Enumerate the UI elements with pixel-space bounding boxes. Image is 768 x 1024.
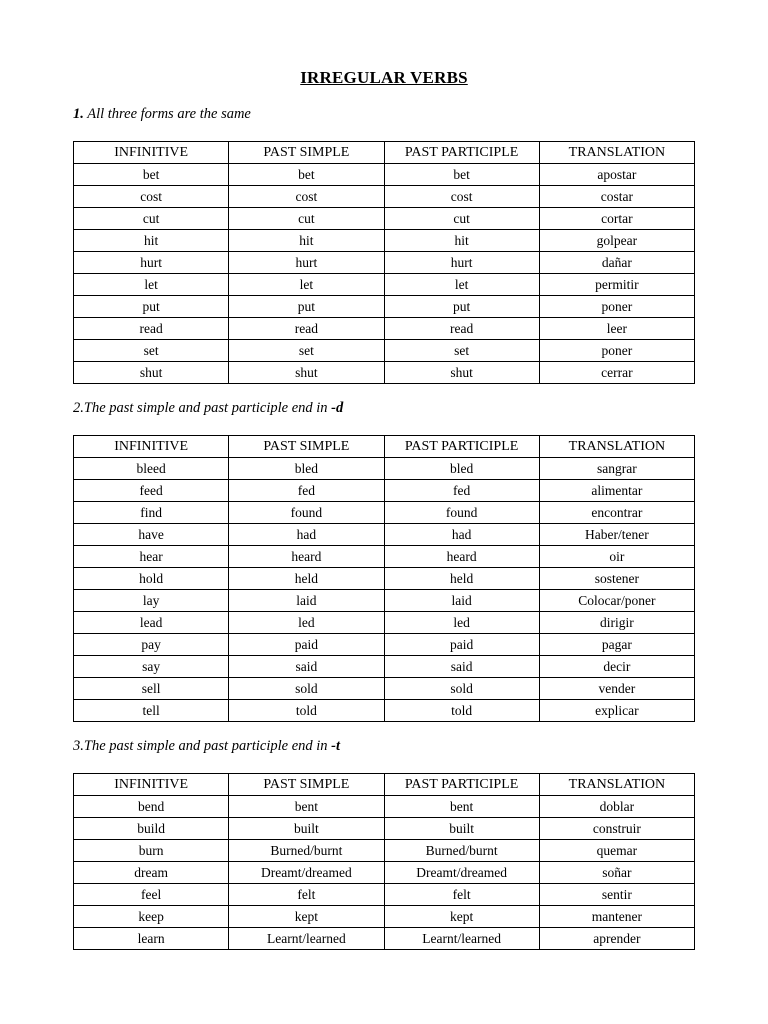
table-cell: Learnt/learned: [229, 928, 384, 950]
table-cell: apostar: [539, 164, 694, 186]
table-cell: say: [74, 656, 229, 678]
column-header: PAST PARTICIPLE: [384, 142, 539, 164]
table-cell: bent: [384, 796, 539, 818]
column-header: TRANSLATION: [539, 142, 694, 164]
table-cell: paid: [229, 634, 384, 656]
table-cell: pay: [74, 634, 229, 656]
table-cell: read: [74, 318, 229, 340]
table-cell: Haber/tener: [539, 524, 694, 546]
table-cell: built: [229, 818, 384, 840]
table-row: [74, 678, 695, 700]
table-header-row: [74, 774, 695, 796]
table-cell: set: [229, 340, 384, 362]
table-cell: set: [74, 340, 229, 362]
section-heading-3: [73, 738, 340, 755]
table-cell: cut: [74, 208, 229, 230]
table-row: [74, 862, 695, 884]
table-header-row: [74, 142, 695, 164]
table-cell: fed: [384, 480, 539, 502]
table-row: [74, 164, 695, 186]
table-cell: hold: [74, 568, 229, 590]
section-heading-text: All three forms are the same: [83, 106, 251, 122]
table-row: [74, 928, 695, 950]
table-cell: cost: [384, 186, 539, 208]
table-row: [74, 186, 695, 208]
table-cell: paid: [384, 634, 539, 656]
table-cell: shut: [384, 362, 539, 384]
table-row: [74, 230, 695, 252]
table-cell: put: [229, 296, 384, 318]
table-cell: hurt: [74, 252, 229, 274]
table-cell: burn: [74, 840, 229, 862]
table-cell: told: [384, 700, 539, 722]
table-cell: let: [384, 274, 539, 296]
table-row: [74, 590, 695, 612]
table-row: [74, 906, 695, 928]
table-cell: poner: [539, 340, 694, 362]
table-cell: bleed: [74, 458, 229, 480]
table-cell: bet: [229, 164, 384, 186]
table-cell: Learnt/learned: [384, 928, 539, 950]
table-cell: shut: [229, 362, 384, 384]
table-cell: have: [74, 524, 229, 546]
table-cell: felt: [384, 884, 539, 906]
table-cell: feel: [74, 884, 229, 906]
table-cell: let: [74, 274, 229, 296]
table-cell: set: [384, 340, 539, 362]
column-header: INFINITIVE: [74, 774, 229, 796]
column-header: PAST SIMPLE: [229, 774, 384, 796]
table-cell: cut: [229, 208, 384, 230]
section-heading-1: [73, 106, 251, 123]
table-cell: had: [229, 524, 384, 546]
table-row: [74, 362, 695, 384]
table-row: [74, 502, 695, 524]
table-cell: learn: [74, 928, 229, 950]
table-cell: cerrar: [539, 362, 694, 384]
table-row: [74, 546, 695, 568]
table-cell: hear: [74, 546, 229, 568]
table-cell: golpear: [539, 230, 694, 252]
table-header-row: [74, 436, 695, 458]
table-cell: feed: [74, 480, 229, 502]
table-cell: had: [384, 524, 539, 546]
table-cell: doblar: [539, 796, 694, 818]
column-header: TRANSLATION: [539, 774, 694, 796]
table-cell: put: [74, 296, 229, 318]
table-row: [74, 656, 695, 678]
table-cell: encontrar: [539, 502, 694, 524]
column-header: TRANSLATION: [539, 436, 694, 458]
verbs-table-2: [73, 435, 695, 722]
table-cell: let: [229, 274, 384, 296]
table-cell: said: [229, 656, 384, 678]
table-cell: laid: [229, 590, 384, 612]
table-cell: hit: [384, 230, 539, 252]
table-cell: lead: [74, 612, 229, 634]
table-cell: cost: [229, 186, 384, 208]
table-cell: soñar: [539, 862, 694, 884]
table-row: [74, 318, 695, 340]
table-cell: decir: [539, 656, 694, 678]
table-cell: Dreamt/dreamed: [384, 862, 539, 884]
table-row: [74, 208, 695, 230]
column-header: PAST SIMPLE: [229, 436, 384, 458]
table-cell: felt: [229, 884, 384, 906]
column-header: INFINITIVE: [74, 142, 229, 164]
table-cell: held: [384, 568, 539, 590]
table-row: [74, 612, 695, 634]
verbs-table-1: [73, 141, 695, 384]
table-cell: put: [384, 296, 539, 318]
table-cell: bend: [74, 796, 229, 818]
table-cell: heard: [229, 546, 384, 568]
table-row: [74, 796, 695, 818]
table-row: [74, 274, 695, 296]
table-cell: bent: [229, 796, 384, 818]
table-cell: sentir: [539, 884, 694, 906]
table-cell: led: [384, 612, 539, 634]
table-cell: dañar: [539, 252, 694, 274]
table-cell: bled: [384, 458, 539, 480]
table-row: [74, 700, 695, 722]
table-cell: aprender: [539, 928, 694, 950]
table-cell: shut: [74, 362, 229, 384]
table-cell: Burned/burnt: [229, 840, 384, 862]
table-cell: hit: [74, 230, 229, 252]
table-cell: fed: [229, 480, 384, 502]
table-row: [74, 252, 695, 274]
verbs-table-3: [73, 773, 695, 950]
table-cell: tell: [74, 700, 229, 722]
table-cell: found: [384, 502, 539, 524]
table-cell: oir: [539, 546, 694, 568]
table-cell: alimentar: [539, 480, 694, 502]
table-cell: bled: [229, 458, 384, 480]
table-cell: Colocar/poner: [539, 590, 694, 612]
table-cell: read: [384, 318, 539, 340]
table-cell: laid: [384, 590, 539, 612]
column-header: PAST PARTICIPLE: [384, 774, 539, 796]
table-row: [74, 458, 695, 480]
table-cell: dirigir: [539, 612, 694, 634]
table-cell: cost: [74, 186, 229, 208]
table-cell: heard: [384, 546, 539, 568]
table-cell: Burned/burnt: [384, 840, 539, 862]
table-cell: sold: [384, 678, 539, 700]
table-cell: leer: [539, 318, 694, 340]
table-cell: sell: [74, 678, 229, 700]
table-cell: cut: [384, 208, 539, 230]
column-header: PAST PARTICIPLE: [384, 436, 539, 458]
table-cell: pagar: [539, 634, 694, 656]
table-cell: sostener: [539, 568, 694, 590]
table-cell: poner: [539, 296, 694, 318]
table-cell: told: [229, 700, 384, 722]
table-cell: kept: [229, 906, 384, 928]
table-cell: costar: [539, 186, 694, 208]
column-header: INFINITIVE: [74, 436, 229, 458]
table-row: [74, 296, 695, 318]
table-row: [74, 818, 695, 840]
table-cell: find: [74, 502, 229, 524]
section-number: 1.: [73, 106, 84, 122]
table-cell: keep: [74, 906, 229, 928]
table-cell: lay: [74, 590, 229, 612]
table-cell: found: [229, 502, 384, 524]
table-cell: Dreamt/dreamed: [229, 862, 384, 884]
table-cell: sangrar: [539, 458, 694, 480]
table-cell: permitir: [539, 274, 694, 296]
table-cell: build: [74, 818, 229, 840]
table-row: [74, 480, 695, 502]
section-heading-2: [73, 400, 343, 417]
section-heading-text: 3.The past simple and past participle end in: [73, 738, 332, 754]
table-cell: hurt: [229, 252, 384, 274]
table-cell: held: [229, 568, 384, 590]
table-row: [74, 340, 695, 362]
table-row: [74, 884, 695, 906]
table-cell: said: [384, 656, 539, 678]
table-cell: bet: [74, 164, 229, 186]
table-cell: vender: [539, 678, 694, 700]
table-cell: cortar: [539, 208, 694, 230]
table-cell: hurt: [384, 252, 539, 274]
table-cell: bet: [384, 164, 539, 186]
table-cell: led: [229, 612, 384, 634]
table-row: [74, 524, 695, 546]
section-heading-suffix: -d: [331, 400, 344, 416]
table-cell: mantener: [539, 906, 694, 928]
table-cell: quemar: [539, 840, 694, 862]
table-row: [74, 568, 695, 590]
table-row: [74, 840, 695, 862]
section-heading-text: 2.The past simple and past participle end in: [73, 400, 332, 416]
table-cell: read: [229, 318, 384, 340]
section-heading-suffix: -t: [331, 738, 341, 754]
table-cell: construir: [539, 818, 694, 840]
page-title: IRREGULAR VERBS: [300, 68, 468, 87]
table-cell: kept: [384, 906, 539, 928]
table-cell: explicar: [539, 700, 694, 722]
table-row: [74, 634, 695, 656]
table-cell: sold: [229, 678, 384, 700]
column-header: PAST SIMPLE: [229, 142, 384, 164]
table-cell: built: [384, 818, 539, 840]
table-cell: dream: [74, 862, 229, 884]
table-cell: hit: [229, 230, 384, 252]
